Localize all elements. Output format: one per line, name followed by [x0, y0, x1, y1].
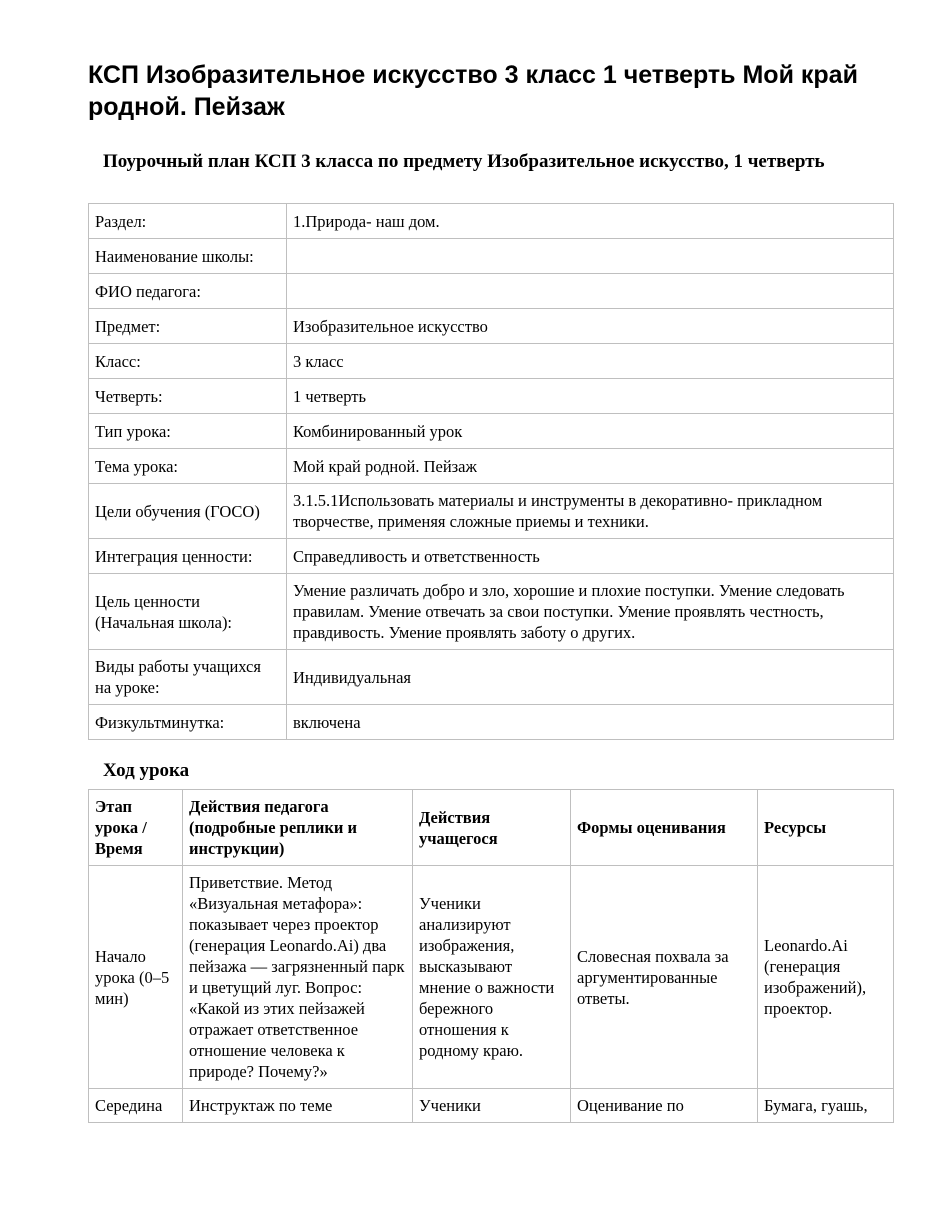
info-row [89, 650, 894, 705]
lesson-cell: Оценивание по [571, 1089, 758, 1123]
lesson-cell: Начало урока (0–5 мин) [89, 866, 183, 1089]
lesson-header-cell: Действия учащегося [413, 790, 571, 866]
info-value: Комбинированный урок [287, 414, 894, 449]
lesson-cell: Середина [89, 1089, 183, 1123]
info-row [89, 309, 894, 344]
lesson-cell: Leonardo.Ai (генерация изображений), проектор. [758, 866, 894, 1089]
lesson-cell: Бумага, гуашь, [758, 1089, 894, 1123]
plan-subtitle: Поурочный план КСП 3 класса по предмету Изобразительное искусство, 1 четверть [103, 151, 825, 172]
info-label: Предмет: [89, 309, 287, 344]
lesson-header-cell: Ресурсы [758, 790, 894, 866]
info-label: Виды работы учащихся на уроке: [89, 650, 287, 705]
info-value: Индивидуальная [287, 650, 894, 705]
lesson-cell: Ученики [413, 1089, 571, 1123]
info-row [89, 204, 894, 239]
info-label: Цели обучения (ГОСО) [89, 484, 287, 539]
lesson-flow-table [88, 789, 894, 1123]
info-label: Цель ценности (Начальная школа): [89, 574, 287, 650]
info-label: Четверть: [89, 379, 287, 414]
lesson-header-cell: Формы оценивания [571, 790, 758, 866]
lesson-header-cell: Этап урока / Время [89, 790, 183, 866]
info-label: Наименование школы: [89, 239, 287, 274]
info-row [89, 379, 894, 414]
info-row [89, 539, 894, 574]
info-row [89, 344, 894, 379]
info-label: Раздел: [89, 204, 287, 239]
lesson-flow-heading: Ход урока [103, 760, 190, 781]
info-label: Интеграция ценности: [89, 539, 287, 574]
info-value [287, 274, 894, 309]
info-value: Изобразительное искусство [287, 309, 894, 344]
info-row [89, 239, 894, 274]
info-row [89, 449, 894, 484]
lesson-cell: Словесная похвала за аргументированные ответы. [571, 866, 758, 1089]
info-label: ФИО педагога: [89, 274, 287, 309]
lesson-row [89, 866, 894, 1089]
document-title: КСП Изобразительное искусство 3 класс 1 четверть Мой край родной. Пейзаж [88, 61, 858, 121]
info-row [89, 705, 894, 740]
info-value: Справедливость и ответственность [287, 539, 894, 574]
info-value: Мой край родной. Пейзаж [287, 449, 894, 484]
info-value: 1.Природа- наш дом. [287, 204, 894, 239]
info-value: включена [287, 705, 894, 740]
lesson-header-row [89, 790, 894, 866]
lesson-cell: Инструктаж по теме [183, 1089, 413, 1123]
info-row [89, 574, 894, 650]
lesson-row [89, 1089, 894, 1123]
info-label: Физкультминутка: [89, 705, 287, 740]
lesson-header-cell: Действия педагога (подробные реплики и инструкции) [183, 790, 413, 866]
info-row [89, 484, 894, 539]
info-label: Тема урока: [89, 449, 287, 484]
lesson-info-table [88, 203, 894, 740]
info-value: 1 четверть [287, 379, 894, 414]
info-label: Класс: [89, 344, 287, 379]
info-row [89, 414, 894, 449]
info-value: 3.1.5.1Использовать материалы и инструменты в декоративно- прикладном творчестве, применяя сложные приемы и техники. [287, 484, 894, 539]
info-label: Тип урока: [89, 414, 287, 449]
info-row [89, 274, 894, 309]
info-value: Умение различать добро и зло, хорошие и плохие поступки. Умение следовать правилам. Умение отвечать за свои поступки. Умение проявлять честность, правдивость. Умение проявлять заботу о других. [287, 574, 894, 650]
lesson-cell: Приветствие. Метод «Визуальная метафора»: показывает через проектор (генерация Leonardo.Ai) два пейзажа — загрязненный парк и цветущий луг. Вопрос: «Какой из этих пейзажей отражает ответственное отношение человека к природе? Почему?» [183, 866, 413, 1089]
lesson-cell: Ученики анализируют изображения, высказывают мнение о важности бережного отношения к родному краю. [413, 866, 571, 1089]
info-value [287, 239, 894, 274]
info-value: 3 класс [287, 344, 894, 379]
